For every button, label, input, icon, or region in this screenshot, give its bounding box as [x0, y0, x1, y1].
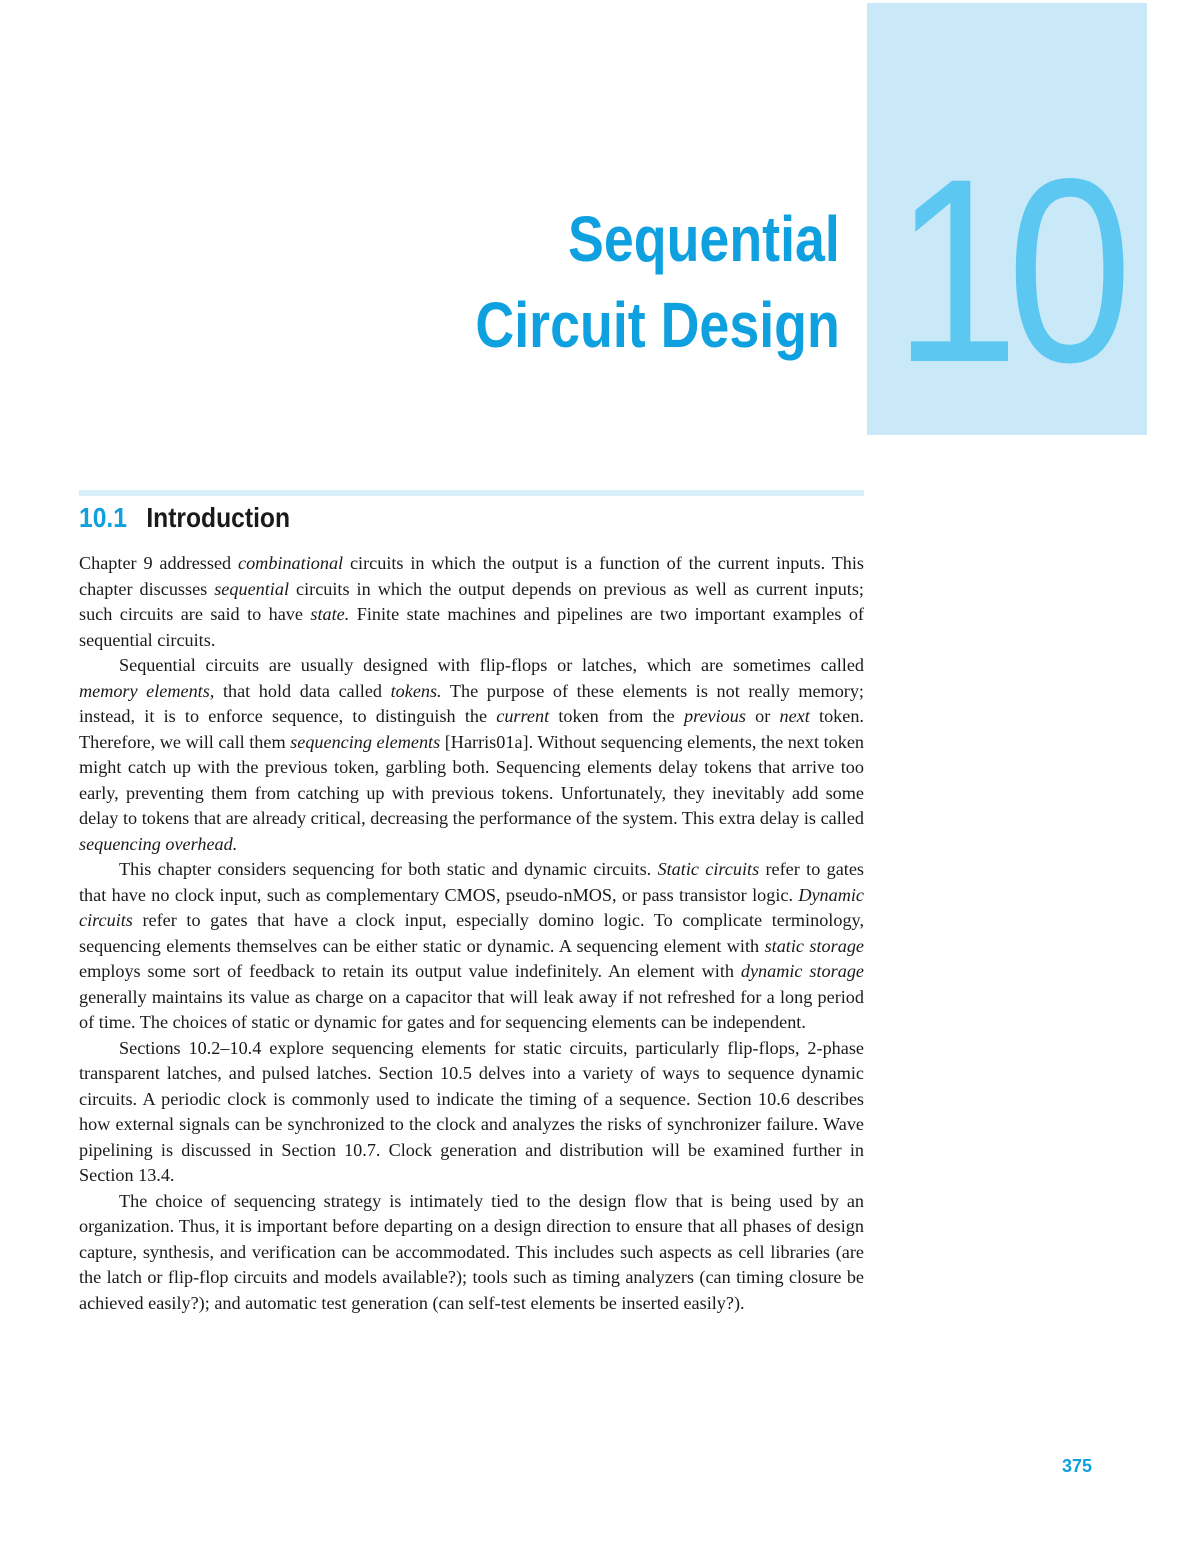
body-paragraph [79, 1189, 864, 1317]
paragraph-text: The choice of sequencing strategy is intimately tied to the design flow that is being used by an organization. Thus, it is important before departing on a design direction to ensure that all phases of design capture, synthesis, and verification can be accommodated. This includes such aspects as cell libraries (are the latch or flip-flop circuits and models available?); tools such as timing analyzers (can timing closure be achieved easily?); and automatic test generation (can self-test elements be inserted easily?). [79, 1190, 864, 1313]
emphasized-term: sequential [214, 578, 289, 599]
emphasized-term: Dynamic circuits [79, 884, 864, 930]
paragraph-text: employs some sort of feedback to retain its output value indefinitely. An element with [79, 961, 741, 981]
paragraph-text: Sections 10.2–10.4 explore sequencing elements for static circuits, particularly flip-flops, 2-phase transparent latches, and pulsed latches. Section 10.5 delves into a variety of ways to sequence dynamic circuits. A periodic clock is commonly used to indicate the timing of a sequence. Section 10.6 describes how external signals can be synchronized to the clock and analyzes the risks of synchronizer failure. Wave pipelining is discussed in Section 10.7. Clock generation and distribution will be examined further in Section 13.4. [79, 1037, 864, 1185]
chapter-title [476, 196, 840, 368]
emphasized-term: dynamic storage [740, 961, 864, 981]
section-divider [79, 490, 864, 496]
paragraph-text: generally maintains its value as charge on a capacitor that will leak away if not refreshed for a long period of time. The choices of static or dynamic for gates and for sequencing elements can be independent. [79, 986, 864, 1032]
emphasized-term: memory elements, [79, 680, 215, 701]
paragraph-text: refer to gates that have a clock input, especially domino logic. To complicate terminology, sequencing elements themselves can be either static or dynamic. A sequencing element with [79, 910, 864, 956]
chapter-title-line-1: Sequential [568, 203, 840, 275]
emphasized-term: next [779, 706, 810, 726]
emphasized-term: state. [310, 604, 350, 624]
paragraph-text: [Harris01a]. Without sequencing elements, the next token might catch up with the previous token, garbling both. Sequencing elements delay tokens that arrive too early, preventing them from catching up with previous tokens. Unfortunately, they inevitably add some delay to tokens that are already critical, decreasing the performance of the system. This extra delay is called [79, 731, 864, 828]
emphasized-term: tokens. [390, 680, 442, 701]
paragraph-text: token from the [549, 706, 684, 726]
paragraph-text: that hold data called [214, 680, 391, 701]
emphasized-term: sequencing elements [290, 731, 441, 752]
paragraph-text: Finite state machines and pipelines are two important examples of sequential circuits. [79, 604, 864, 650]
emphasized-term: static storage [764, 935, 864, 956]
section-heading [79, 500, 290, 536]
paragraph-text: refer to gates that have no clock input, such as complementary CMOS, pseudo-nMOS, or pass transistor logic. [79, 859, 864, 905]
body-paragraph [79, 653, 864, 857]
paragraph-text: The purpose of these elements is not really memory; instead, it is to enforce sequence, to distinguish the [79, 680, 864, 726]
section-number: 10.1 [79, 502, 127, 533]
paragraph-text: or [745, 706, 780, 726]
chapter-title-line-2: Circuit Design [475, 289, 840, 361]
emphasized-term: sequencing overhead. [79, 833, 238, 854]
paragraph-text: circuits in which the output is a function of the current inputs. This chapter discusses [79, 553, 864, 599]
section-title: Introduction [146, 502, 291, 533]
page-number: 375 [1062, 1456, 1093, 1476]
paragraph-text: Sequential circuits are usually designed with flip-flops or latches, which are sometimes called [119, 655, 864, 675]
paragraph-text: Chapter 9 addressed [79, 553, 239, 573]
body-text [79, 551, 864, 1316]
body-paragraph [79, 1036, 864, 1189]
paragraph-text: This chapter considers sequencing for both static and dynamic circuits. [119, 859, 658, 879]
body-paragraph [79, 551, 864, 653]
body-paragraph [79, 857, 864, 1036]
emphasized-term: Static circuits [657, 859, 760, 879]
paragraph-text: token. Therefore, we will call them [79, 706, 864, 752]
chapter-number: 10 [893, 124, 1121, 417]
emphasized-term: combinational [238, 553, 344, 573]
emphasized-term: current [496, 706, 550, 726]
emphasized-term: previous [683, 706, 746, 726]
paragraph-text: circuits in which the output depends on previous as well as current inputs; such circuits are said to have [79, 578, 864, 624]
